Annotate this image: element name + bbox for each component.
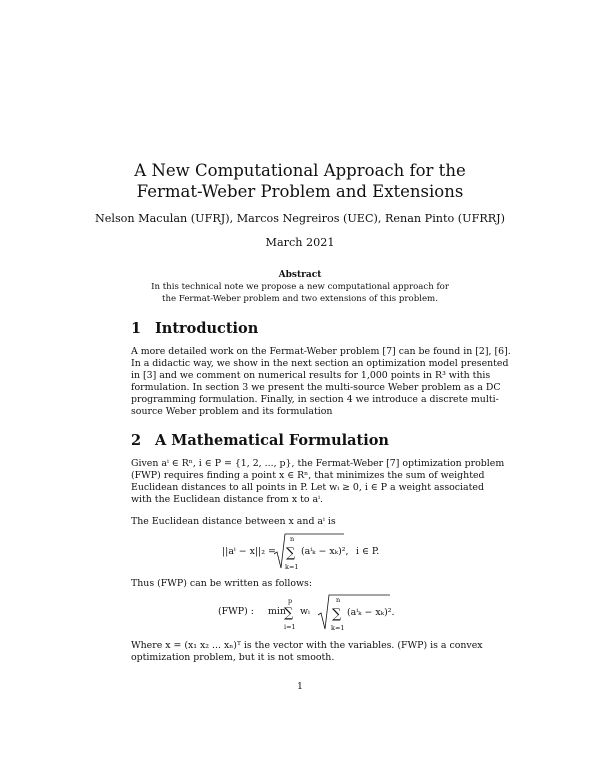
paragraph-line: formulation. In section 3 we present the multi-source Weber problem as a DC [131,382,501,394]
equation-2-label: (FWP) : [218,606,254,617]
section-2-paragraph-2 [131,516,470,528]
equation-2-min: min [268,606,286,617]
equation-2-term: (aⁱₖ − xₖ)². [347,607,395,618]
section-1-title: Introduction [155,320,259,337]
equation-2-inner-sum: ∑ [332,607,342,622]
abstract-text [150,282,450,305]
equation-1-term: (aⁱₖ − xₖ)², [301,546,349,557]
equation-1-sqrt-sign [274,532,344,572]
abstract-line-1: In this technical note we propose a new computational approach for [151,282,449,292]
title-line-1: A New Computational Approach for the [134,161,466,180]
paragraph-line: with the Euclidean distance from x to aⁱ. [131,494,323,506]
date: March 2021 [265,236,335,249]
paragraph-line: The Euclidean distance between x and aⁱ is [131,516,336,527]
paragraph-line: Where x = (x₁ x₂ ... xₙ)ᵀ is the vector with the variables. (FWP) is a convex [131,640,483,651]
paragraph-line: Given aⁱ ∈ Rⁿ, i ∈ P = {1, 2, ..., p}, the Fermat-Weber [7] optimization problem [131,458,505,469]
section-1-heading [131,320,258,337]
page-number: 1 [297,681,303,692]
equation-1-sum-top: n [290,535,295,543]
paragraph-line: Euclidean distances to all points in P. Let wᵢ ≥ 0, i ∈ P a weight associated [131,482,484,494]
paragraph-line: source Weber problem and its formulation [131,406,333,418]
equation-1-tail: i ∈ P. [356,546,380,557]
equation-2-outer-sum: ∑ [284,606,294,621]
equation-1-lhs: ||aⁱ − x||₂ = [222,546,276,557]
paragraph-line: A more detailed work on the Fermat-Weber problem [7] can be found in [2], [6]. [131,346,511,357]
equation-1-sum-symbol: ∑ [286,546,296,561]
paragraph-line: Thus (FWP) can be written as follows: [131,578,312,589]
section-2-title: A Mathematical Formulation [155,432,389,449]
section-2-heading [131,432,389,449]
section-1-paragraph [131,346,511,419]
abstract-heading: Abstract [278,270,322,280]
paragraph-line: programming formulation. Finally, in section 4 we introduce a discrete multi- [131,394,499,406]
section-1-number: 1 [131,320,142,337]
equation-2-outer-top: p [288,597,293,605]
paragraph-line: optimization problem, but it is not smooth. [131,652,335,664]
paper-title [0,160,600,202]
paragraph-line: In a didactic way, we show in the next section an optimization model presented [131,358,509,370]
paragraph-line: in [3] and we comment on numerical results for 1,000 points in R³ with this [131,370,491,382]
equation-2-sqrt-sign [318,593,390,633]
section-2-number: 2 [131,432,142,449]
section-2-paragraph-3 [131,578,470,590]
title-line-2: Fermat-Weber Problem and Extensions [136,182,464,201]
abstract-line-2: the Fermat-Weber problem and two extensions of this problem. [162,293,438,304]
paragraph-line: (FWP) requires finding a point x ∈ Rⁿ, that minimizes the sum of weighted [131,470,485,482]
authors: Nelson Maculan (UFRJ), Marcos Negreiros (UEC), Renan Pinto (UFRRJ) [94,212,506,225]
equation-2-weight: wᵢ [300,606,310,617]
equation-2-inner-top: n [336,596,341,604]
equation-2-outer-bottom: i=1 [284,623,296,631]
equation-1-sum-bottom: k=1 [285,563,299,571]
section-2-paragraph-1 [131,458,505,506]
equation-2-inner-bottom: k=1 [331,624,345,632]
section-2-paragraph-4 [131,640,483,664]
